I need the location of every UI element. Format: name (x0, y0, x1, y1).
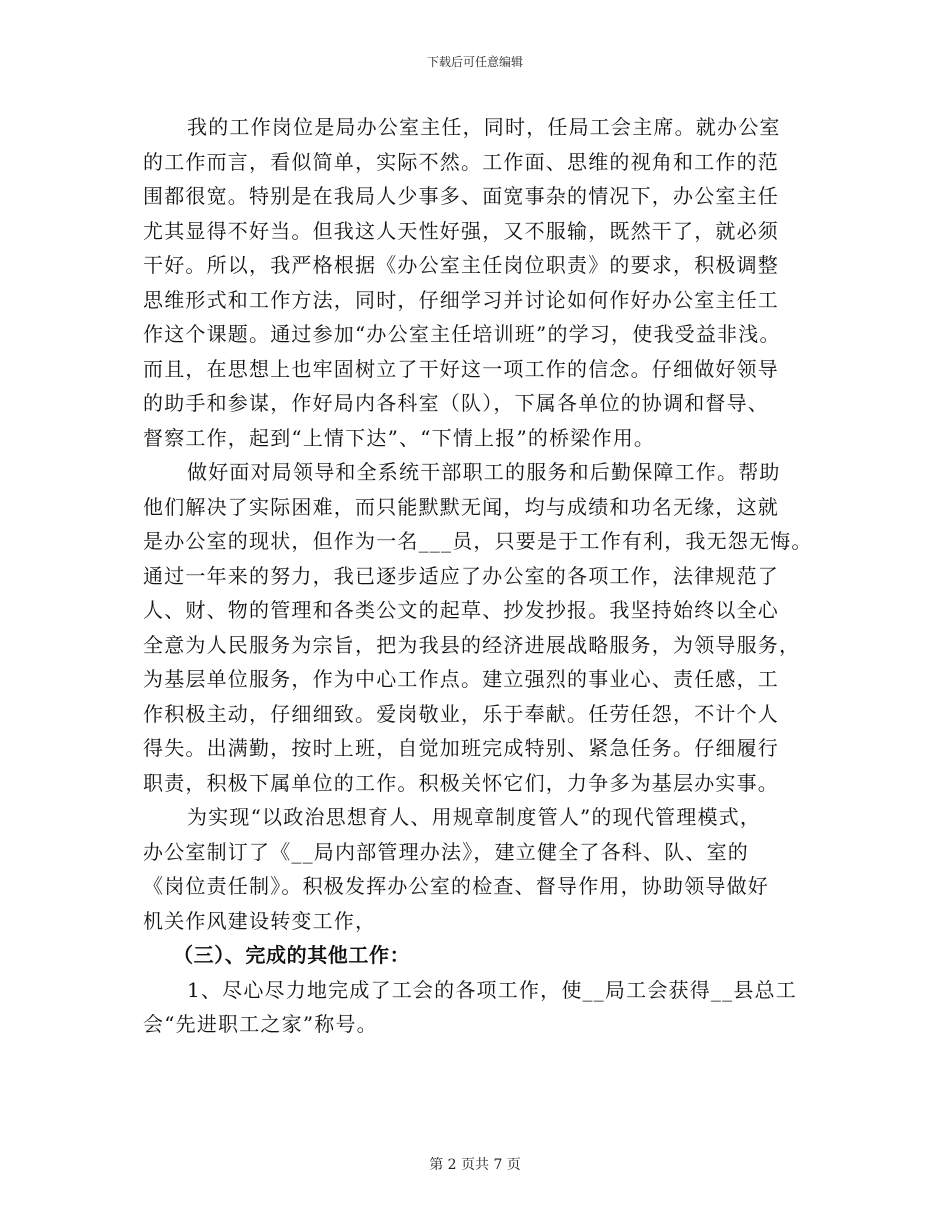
paragraph-3-line-2: 办公室制订了《__局内部管理办法》，建立健全了各科、队、室的 (143, 839, 749, 864)
paragraph-1-line-9: 的助手和参谋，作好局内各科室（队），下属各单位的协调和督导、 (143, 391, 769, 415)
document-body (143, 110, 813, 1042)
paragraph-2-line-9: 得失。出满勤，按时上班，自觉加班完成特别、紧急任务。仔细履行 (143, 736, 779, 760)
paragraph-1-line-4: 尤其显得不好当。但我这人天性好强，又不服输，既然干了，就必须 (143, 218, 779, 243)
paragraph-1-line-6: 思维形式和工作方法，同时，仔细学习并讨论如何作好办公室主任工 (143, 287, 779, 312)
final-paragraph-line-1: 1、尽心尽力地完成了工会的各项工作，使__局工会获得__县总工 (187, 977, 797, 1002)
paragraph-2-line-1: 做好面对局领导和全系统干部职工的服务和后勤保障工作。帮助 (187, 460, 781, 484)
paragraph-2-line-8: 作积极主动，仔细细致。爱岗敬业，乐于奉献。任劳任怨，不计个人 (143, 701, 779, 726)
paragraph-1-line-3: 围都很宽。特别是在我局人少事多、面宽事杂的情况下，办公室主任 (143, 184, 779, 208)
paragraph-1-line-10: 督察工作，起到“上情下达”、“下情上报”的桥梁作用。 (143, 425, 656, 450)
paragraph-2-line-3: 是办公室的现状，但作为一名___员，只要是于工作有利，我无怨无悔。 (143, 529, 813, 553)
section-heading: （三）、完成的其他工作： (173, 943, 411, 967)
paragraph-3-line-3: 《岗位责任制》。积极发挥办公室的检查、督导作用，协助领导做好 (143, 874, 769, 898)
final-paragraph-line-2: 会“先进职工之家”称号。 (143, 1012, 378, 1036)
paragraph-2-line-4: 通过一年来的努力，我已逐步适应了办公室的各项工作，法律规范了 (143, 563, 779, 588)
paragraph-2-line-6: 全意为人民服务为宗旨，把为我县的经济进展战略服务，为领导服务， (143, 632, 801, 657)
paragraph-1-line-1: 我的工作岗位是局办公室主任，同时，任局工会主席。就办公室 (187, 115, 781, 139)
paragraph-1-line-8: 而且，在思想上也牢固树立了干好这一项工作的信念。仔细做好领导 (143, 356, 779, 381)
paragraph-2-line-2: 他们解决了实际困难，而只能默默无闻，均与成绩和功名无缘，这就 (143, 494, 779, 519)
paragraph-1-line-5: 干好。所以，我严格根据《办公室主任岗位职责》的要求，积极调整 (143, 253, 779, 277)
paragraph-1-line-2: 的工作而言，看似简单，实际不然。工作面、思维的视角和工作的范 (143, 149, 779, 174)
paragraph-3-line-4: 机关作风建设转变工作， (143, 908, 377, 933)
paragraph-2-line-10: 职责，积极下属单位的工作。积极关怀它们，力争多为基层办实事。 (143, 770, 779, 795)
page-header: 下载后可任意编辑 (426, 55, 523, 69)
paragraph-3-line-1: 为实现“以政治思想育人、用规章制度管人”的现代管理模式， (187, 805, 762, 829)
paragraph-2-line-5: 人、财、物的管理和各类公文的起草、抄发抄报。我坚持始终以全心 (143, 598, 779, 622)
paragraph-2-line-7: 为基层单位服务，作为中心工作点。建立强烈的事业心、责任感，工 (143, 667, 779, 691)
page-footer: 第 2 页共 7 页 (429, 1157, 521, 1173)
paragraph-1-line-7: 作这个课题。通过参加“办公室主任培训班”的学习，使我受益非浅。 (143, 322, 781, 346)
